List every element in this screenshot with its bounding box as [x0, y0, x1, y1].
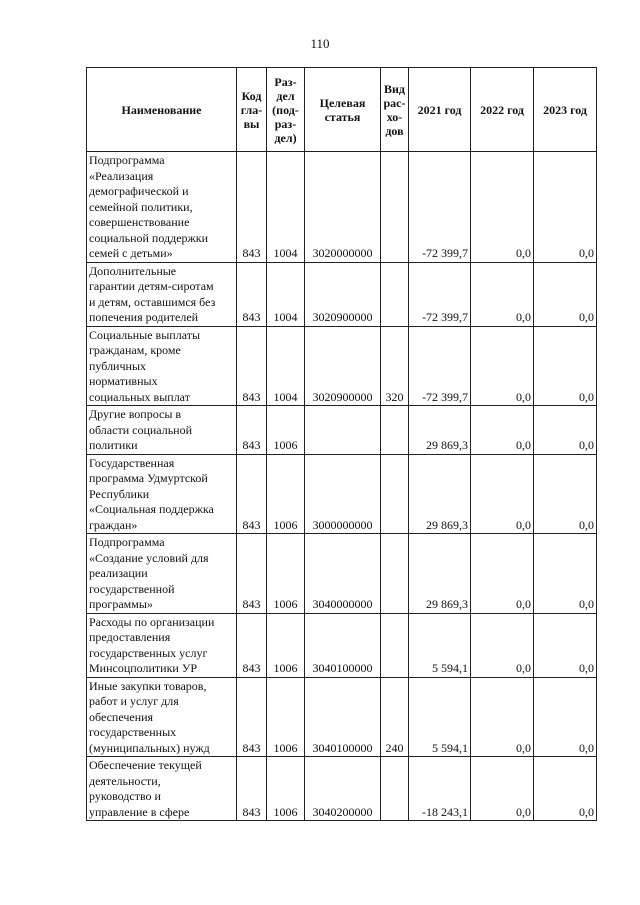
header-expense-type: Вид рас- хо- дов	[381, 68, 409, 152]
cell-name: Обеспечение текущей деятельности, руководство и управление в сфере	[87, 757, 237, 821]
cell-chapter-code: 843	[237, 677, 267, 757]
cell-chapter-code: 843	[237, 757, 267, 821]
table-row	[87, 677, 597, 757]
cell-expense-type	[381, 757, 409, 821]
cell-target-article: 3000000000	[305, 454, 381, 534]
cell-2023: 0,0	[534, 677, 597, 757]
table-row	[87, 613, 597, 677]
cell-target-article: 3040100000	[305, 677, 381, 757]
cell-2021: 5 594,1	[409, 677, 471, 757]
cell-2021: 29 869,3	[409, 406, 471, 455]
cell-2022: 0,0	[471, 454, 534, 534]
cell-2021: -72 399,7	[409, 326, 471, 406]
cell-2021: 29 869,3	[409, 534, 471, 614]
cell-2022: 0,0	[471, 406, 534, 455]
cell-section: 1004	[267, 262, 305, 326]
cell-2022: 0,0	[471, 677, 534, 757]
cell-2022: 0,0	[471, 152, 534, 263]
cell-target-article: 3020900000	[305, 326, 381, 406]
cell-expense-type	[381, 534, 409, 614]
cell-name: Другие вопросы в области социальной политики	[87, 406, 237, 455]
cell-name: Подпрограмма «Создание условий для реализации государственной программы»	[87, 534, 237, 614]
cell-expense-type	[381, 613, 409, 677]
cell-2021: 29 869,3	[409, 454, 471, 534]
cell-target-article	[305, 406, 381, 455]
header-section: Раз- дел (под- раз- дел)	[267, 68, 305, 152]
cell-name: Дополнительные гарантии детям-сиротам и детям, оставшимся без попечения родителей	[87, 262, 237, 326]
cell-section: 1006	[267, 454, 305, 534]
cell-section: 1006	[267, 613, 305, 677]
cell-name: Иные закупки товаров, работ и услуг для обеспечения государственных (муниципальных) нужд	[87, 677, 237, 757]
cell-target-article: 3040200000	[305, 757, 381, 821]
cell-2021: -72 399,7	[409, 152, 471, 263]
cell-2022: 0,0	[471, 262, 534, 326]
header-chapter-code: Код гла- вы	[237, 68, 267, 152]
cell-expense-type: 320	[381, 326, 409, 406]
cell-expense-type	[381, 406, 409, 455]
page-number: 110	[310, 36, 330, 51]
cell-section: 1006	[267, 534, 305, 614]
cell-2021: 5 594,1	[409, 613, 471, 677]
table-row	[87, 757, 597, 821]
cell-chapter-code: 843	[237, 152, 267, 263]
cell-chapter-code: 843	[237, 262, 267, 326]
cell-name: Подпрограмма «Реализация демографической и семейной политики, совершенствование социальной поддержки семей с детьми»	[87, 152, 237, 263]
cell-2023: 0,0	[534, 534, 597, 614]
header-2023: 2023 год	[534, 68, 597, 152]
cell-expense-type	[381, 454, 409, 534]
header-target-article: Целевая статья	[305, 68, 381, 152]
cell-target-article: 3020900000	[305, 262, 381, 326]
cell-2023: 0,0	[534, 406, 597, 455]
cell-2022: 0,0	[471, 613, 534, 677]
cell-target-article: 3020000000	[305, 152, 381, 263]
cell-2021: -18 243,1	[409, 757, 471, 821]
cell-chapter-code: 843	[237, 406, 267, 455]
cell-2023: 0,0	[534, 262, 597, 326]
header-2021: 2021 год	[409, 68, 471, 152]
cell-2023: 0,0	[534, 454, 597, 534]
header-row	[87, 68, 597, 152]
cell-chapter-code: 843	[237, 326, 267, 406]
cell-2022: 0,0	[471, 757, 534, 821]
cell-2023: 0,0	[534, 326, 597, 406]
cell-expense-type: 240	[381, 677, 409, 757]
table-row	[87, 534, 597, 614]
table-row	[87, 262, 597, 326]
cell-expense-type	[381, 262, 409, 326]
cell-2021: -72 399,7	[409, 262, 471, 326]
cell-section: 1004	[267, 152, 305, 263]
cell-expense-type	[381, 152, 409, 263]
cell-2023: 0,0	[534, 757, 597, 821]
cell-name: Расходы по организации предоставления государственных услуг Минсоцполитики УР	[87, 613, 237, 677]
cell-chapter-code: 843	[237, 534, 267, 614]
cell-section: 1006	[267, 757, 305, 821]
cell-target-article: 3040100000	[305, 613, 381, 677]
header-2022: 2022 год	[471, 68, 534, 152]
cell-target-article: 3040000000	[305, 534, 381, 614]
cell-name: Государственная программа Удмуртской Республики «Социальная поддержка граждан»	[87, 454, 237, 534]
cell-2023: 0,0	[534, 613, 597, 677]
cell-section: 1006	[267, 406, 305, 455]
table-row	[87, 406, 597, 455]
header-name: Наименование	[87, 68, 237, 152]
table-row	[87, 152, 597, 263]
budget-table	[86, 67, 597, 821]
table-row	[87, 326, 597, 406]
cell-2022: 0,0	[471, 326, 534, 406]
cell-chapter-code: 843	[237, 454, 267, 534]
cell-chapter-code: 843	[237, 613, 267, 677]
cell-2023: 0,0	[534, 152, 597, 263]
cell-section: 1004	[267, 326, 305, 406]
cell-section: 1006	[267, 677, 305, 757]
table-row	[87, 454, 597, 534]
cell-2022: 0,0	[471, 534, 534, 614]
cell-name: Социальные выплаты гражданам, кроме публичных нормативных социальных выплат	[87, 326, 237, 406]
